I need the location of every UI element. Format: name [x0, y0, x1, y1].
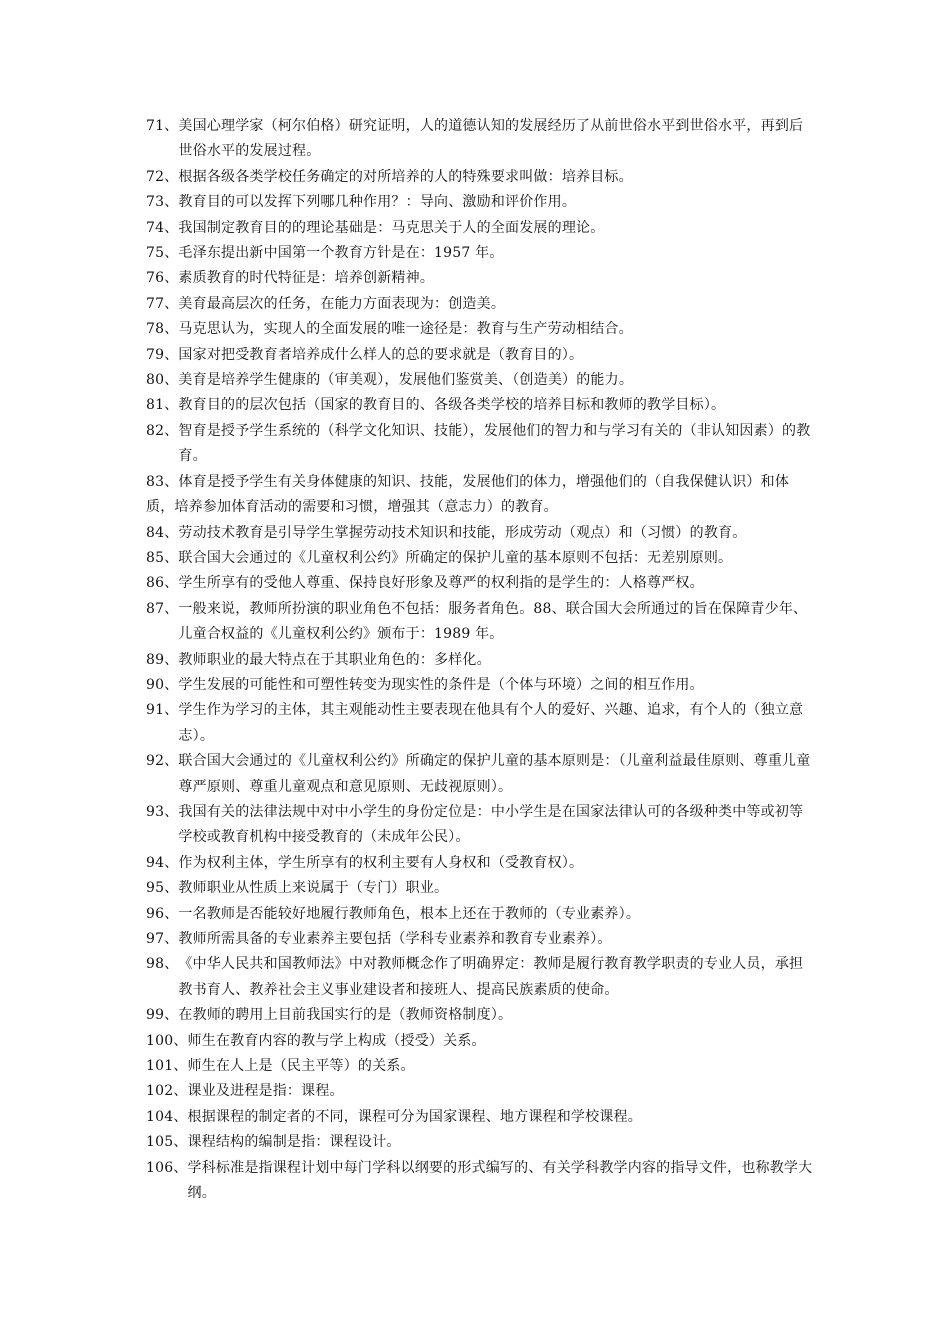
item-number: 106、: [146, 1159, 188, 1176]
item-number: 80、: [146, 372, 179, 389]
item-text: 我国有关的法律法规中对中小学生的身份定位是：中小学生是在国家法律认可的各级种类中等或初等学校或教育机构中接受教育的（未成年公民）。: [178, 803, 804, 846]
item-number: 90、: [146, 676, 179, 693]
item-text: 一般来说，教师所扮演的职业角色不包括：服务者角色。88、联合国大会所通过的旨在保障青少年、儿童合权益的《儿童权利公约》颁布于：1989 年。: [178, 600, 808, 643]
list-item: [146, 1105, 816, 1130]
item-number: 87、: [146, 600, 179, 617]
list-item: [146, 800, 816, 851]
item-text: 劳动技术教育是引导学生掌握劳动技术知识和技能，形成劳动（观点）和（习惯）的教育。: [178, 524, 747, 541]
item-text: 课业及进程是指：课程。: [187, 1083, 344, 1100]
item-text: 学生作为学习的主体，其主观能动性主要表现在他具有个人的爱好、兴趣、追求，有个人的（独立意志）。: [178, 702, 804, 744]
item-text: 体育是授予学生有关身体健康的知识、技能，发展他们的体力，增强他们的（自我保健认识）和体质，培养参加体育活动的需要和习惯，增强其（意志力）的教育。: [146, 473, 790, 516]
list-item: [146, 190, 816, 215]
item-text: 学生发展的可能性和可塑性转变为现实性的条件是（个体与环境）之间的相互作用。: [178, 676, 704, 693]
item-number: 105、: [146, 1134, 188, 1151]
item-number: 71、: [146, 118, 179, 134]
item-number: 96、: [146, 905, 179, 922]
item-number: 82、: [146, 422, 179, 439]
item-text: 一名教师是否能较好地履行教师角色，根本上还在于教师的（专业素养）。: [178, 905, 641, 922]
item-text: 联合国大会通过的《儿童权利公约》所确定的保护儿童的基本原则不包括：无差别原则。: [178, 549, 733, 566]
item-text: 师生在人上是（民主平等）的关系。: [187, 1058, 415, 1075]
list-item: [146, 698, 816, 749]
item-text: 在教师的聘用上目前我国实行的是（教师资格制度）。: [178, 1007, 513, 1024]
list-item: [146, 1029, 816, 1054]
list-item: [146, 317, 816, 342]
list-item: [146, 216, 816, 241]
list-item: [146, 902, 816, 927]
item-text: 《中华人民共和国教师法》中对教师概念作了明确界定：教师是履行教育教学职责的专业人员，承担教书育人、教养社会主义事业建设者和接班人、提高民族素质的使命。: [178, 956, 804, 998]
item-number: 76、: [146, 270, 179, 287]
list-item: [146, 1130, 816, 1155]
list-item: [146, 1003, 816, 1028]
item-text: 联合国大会通过的《儿童权利公约》所确定的保护儿童的基本原则是：（儿童利益最佳原则、尊重儿童尊严原则、尊重儿童观点和意见原则、无歧视原则）。: [178, 753, 811, 795]
list-item: [146, 648, 816, 673]
item-number: 92、: [146, 753, 179, 770]
list-item: [146, 165, 816, 190]
list-item: [146, 927, 816, 952]
item-number: 85、: [146, 549, 179, 566]
item-text: 学科标准是指课程计划中每门学科以纲要的形式编写的、有关学科教学内容的指导文件，也称教学大纲。: [187, 1159, 813, 1202]
item-number: 91、: [146, 702, 179, 719]
list-item: [146, 546, 816, 571]
item-text: 教育目的可以发挥下列哪几种作用？：导向、激励和评价作用。: [178, 194, 577, 211]
item-text: 我国制定教育目的的理论基础是：马克思关于人的全面发展的理论。: [178, 219, 605, 236]
list-item: [146, 597, 816, 648]
item-number: 99、: [146, 1007, 179, 1024]
list-item: [146, 952, 816, 1003]
item-text: 美育是培养学生健康的（审美观），发展他们鉴赏美、（创造美）的能力。: [178, 372, 634, 389]
item-number: 77、: [146, 295, 179, 312]
list-item: [146, 571, 816, 596]
item-text: 学生所享有的受他人尊重、保持良好形象及尊严的权利指的是学生的：人格尊严权。: [178, 575, 704, 592]
list-item: [146, 673, 816, 698]
list-item: [146, 749, 816, 800]
item-text: 教师职业从性质上来说属于（专门）职业。: [178, 880, 449, 897]
item-number: 101、: [146, 1058, 188, 1075]
item-text: 美育最高层次的任务，在能力方面表现为：创造美。: [178, 295, 506, 312]
list-item: [146, 1079, 816, 1104]
list-item: [146, 393, 816, 418]
item-text: 作为权利主体，学生所享有的权利主要有人身权和（受教育权）。: [178, 854, 584, 871]
item-number: 95、: [146, 880, 179, 897]
list-item: [146, 876, 816, 901]
item-number: 100、: [146, 1032, 188, 1049]
item-text: 课程结构的编制是指：课程设计。: [187, 1134, 401, 1151]
item-number: 78、: [146, 321, 179, 338]
item-text: 国家对把受教育者培养成什么样人的总的要求就是（教育目的）。: [178, 346, 584, 363]
item-text: 教师所需具备的专业素养主要包括（学科专业素养和教育专业素养）。: [178, 931, 612, 947]
item-text: 师生在教育内容的教与学上构成（授受）关系。: [187, 1032, 486, 1049]
item-number: 86、: [146, 575, 179, 592]
item-text: 马克思认为，实现人的全面发展的唯一途径是：教育与生产劳动相结合。: [178, 321, 633, 338]
item-text: 教师职业的最大特点在于其职业角色的：多样化。: [178, 651, 491, 668]
list-item: [146, 241, 816, 266]
item-number: 89、: [146, 651, 179, 668]
list-item: [146, 266, 816, 291]
item-number: 81、: [146, 397, 179, 414]
list-item: [146, 114, 816, 165]
list-item: [146, 470, 816, 521]
item-text: 根据课程的制定者的不同，课程可分为国家课程、地方课程和学校课程。: [187, 1108, 642, 1125]
list-item: [146, 368, 816, 393]
item-text: 根据各级各类学校任务确定的对所培养的人的特殊要求叫做：培养目标。: [178, 168, 633, 185]
list-item: [146, 419, 816, 470]
item-number: 73、: [146, 194, 179, 211]
item-text: 美国心理学家（柯尔伯格）研究证明，人的道德认知的发展经历了从前世俗水平到世俗水平，再到后世俗水平的发展过程。: [178, 118, 804, 160]
item-number: 84、: [146, 524, 179, 541]
list-item: [146, 521, 816, 546]
item-number: 94、: [146, 854, 179, 871]
item-text: 素质教育的时代特征是：培养创新精神。: [178, 270, 435, 287]
item-number: 93、: [146, 803, 179, 820]
list-item: [146, 343, 816, 368]
item-number: 75、: [146, 245, 179, 262]
list-item: [146, 292, 816, 317]
item-number: 104、: [146, 1108, 188, 1125]
list-item: [146, 1156, 816, 1207]
list-item: [146, 851, 816, 876]
item-number: 79、: [146, 346, 179, 363]
item-number: 74、: [146, 219, 179, 236]
item-number: 97、: [146, 931, 179, 947]
item-number: 98、: [146, 956, 179, 973]
document-page: [146, 114, 816, 1206]
item-text: 教育目的的层次包括（国家的教育目的、各级各类学校的培养目标和教师的教学目标）。: [178, 397, 726, 414]
item-number: 72、: [146, 168, 179, 185]
item-number: 102、: [146, 1083, 188, 1100]
item-text: 毛泽东提出新中国第一个教育方针是在：1957 年。: [178, 245, 504, 262]
item-number: 83、: [146, 473, 179, 490]
item-text: 智育是授予学生系统的（科学文化知识、技能），发展他们的智力和与学习有关的（非认知因素）的教育。: [178, 422, 811, 465]
list-item: [146, 1054, 816, 1079]
